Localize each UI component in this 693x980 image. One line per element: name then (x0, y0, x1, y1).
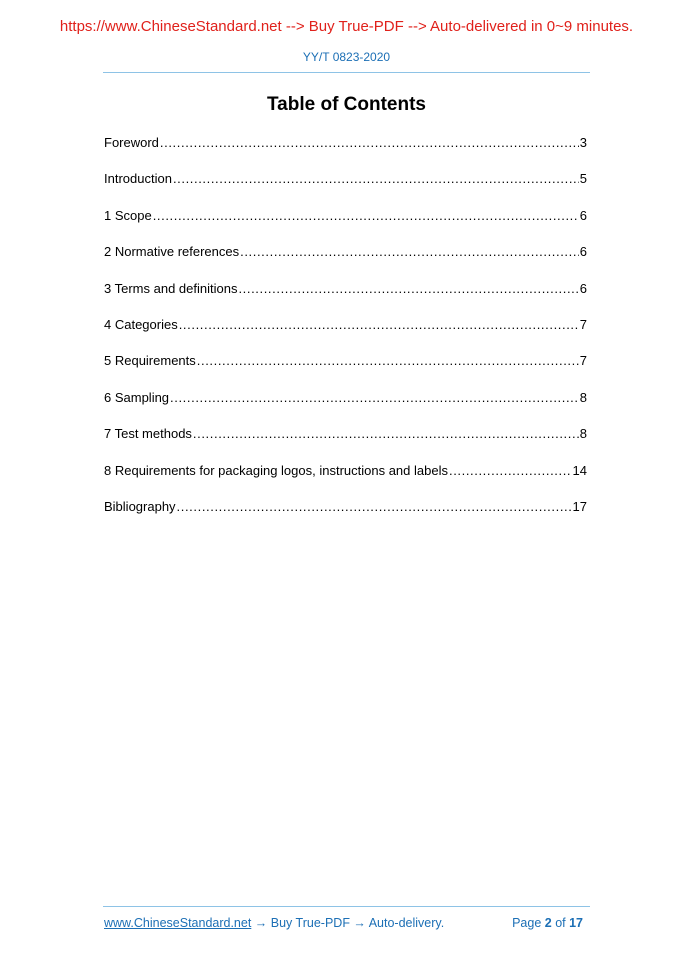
footer-promo (104, 916, 444, 930)
toc-entry-page: 7 (579, 316, 587, 332)
toc-entry-label: Bibliography (104, 498, 176, 514)
toc-title: Table of Contents (266, 94, 427, 115)
page-current: 2 (544, 916, 552, 930)
document-id: YY/T 0823-2020 (302, 50, 391, 64)
arrow-icon: → (251, 916, 271, 930)
footer-rule (103, 906, 590, 907)
dot-leader (193, 425, 579, 443)
toc-entry-page: 14 (572, 462, 587, 478)
toc-entry-label: Introduction (104, 171, 172, 187)
toc-entry-label: 6 Sampling (104, 389, 170, 405)
arrow-icon: → (349, 916, 369, 930)
toc-list (104, 134, 587, 534)
footer-site-link[interactable]: www.ChineseStandard.net (104, 916, 252, 930)
toc-entry-page: 8 (579, 426, 587, 442)
page-word: Page (512, 916, 545, 930)
dot-leader (240, 243, 579, 261)
toc-entry-bibliography[interactable] (104, 498, 587, 534)
toc-entry-page: 6 (579, 280, 587, 296)
page-total: 17 (569, 916, 583, 930)
dot-leader (160, 134, 579, 152)
toc-entry-label: 2 Normative references (104, 244, 240, 260)
dot-leader (197, 352, 579, 370)
toc-entry-requirements[interactable] (104, 352, 587, 388)
toc-entry-page: 17 (572, 498, 587, 514)
toc-entry-normative-references[interactable] (104, 243, 587, 279)
page-indicator (512, 916, 583, 930)
dot-leader (238, 280, 578, 298)
header-rule (103, 72, 590, 73)
toc-entry-label: 8 Requirements for packaging logos, instructions and labels (104, 462, 448, 478)
dot-leader (173, 170, 579, 188)
promo-link[interactable]: https://www.ChineseStandard.net --> Buy True-PDF --> Auto-delivered in 0~9 minutes. (59, 18, 634, 35)
toc-entry-terms-and-definitions[interactable] (104, 280, 587, 316)
toc-entry-sampling[interactable] (104, 389, 587, 425)
toc-entry-page: 6 (579, 207, 587, 223)
toc-entry-test-methods[interactable] (104, 425, 587, 461)
toc-entry-foreword[interactable] (104, 134, 587, 170)
toc-entry-scope[interactable] (104, 207, 587, 243)
toc-entry-label: 4 Categories (104, 316, 178, 332)
toc-entry-page: 5 (579, 171, 587, 187)
dot-leader (177, 498, 572, 516)
dot-leader (179, 316, 579, 334)
toc-entry-categories[interactable] (104, 316, 587, 352)
toc-entry-label: Foreword (104, 135, 159, 150)
toc-entry-introduction[interactable] (104, 170, 587, 206)
toc-entry-page: 8 (579, 389, 587, 405)
dot-leader (153, 207, 579, 225)
toc-entry-label: 7 Test methods (104, 426, 192, 442)
dot-leader (170, 389, 579, 407)
toc-entry-page: 7 (579, 353, 587, 369)
toc-entry-label: 1 Scope (104, 207, 152, 223)
toc-entry-packaging-requirements[interactable] (104, 462, 587, 498)
toc-entry-label: 3 Terms and definitions (104, 280, 238, 296)
footer-delivery-text: Auto-delivery. (368, 916, 445, 930)
of-word: of (551, 916, 570, 930)
toc-entry-page: 3 (579, 135, 587, 150)
footer-buy-text: Buy True-PDF (270, 916, 350, 930)
toc-entry-label: 5 Requirements (104, 353, 196, 369)
toc-entry-page: 6 (579, 244, 587, 260)
dot-leader (449, 462, 572, 480)
